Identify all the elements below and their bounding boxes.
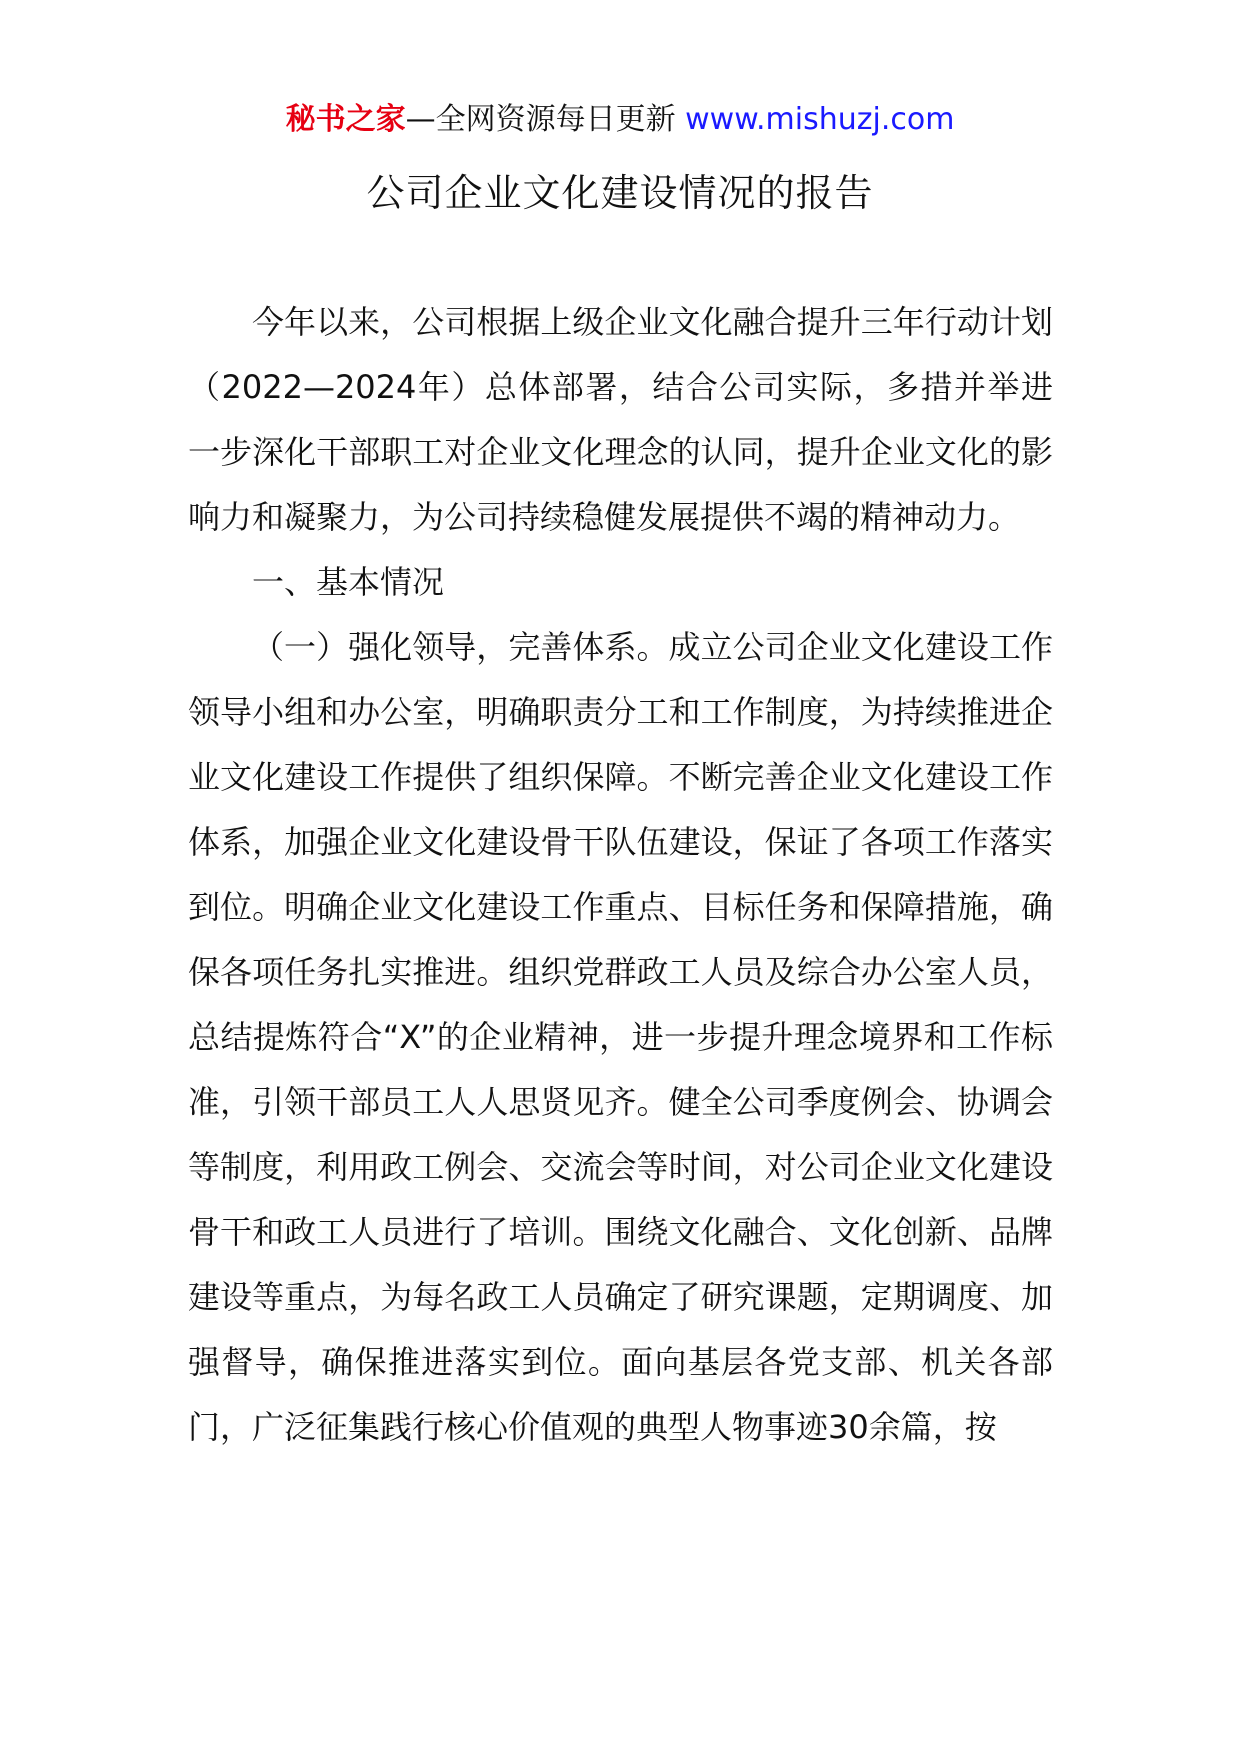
site-url-link[interactable]: www.mishuzj.com bbox=[685, 102, 955, 137]
intro-paragraph: 今年以来，公司根据上级企业文化融合提升三年行动计划（2022—2024年）总体部署，结合公司实际，多措并举进一步深化干部职工对企业文化理念的认同，提升企业文化的影响力和凝聚力，为公司持续稳健发展提供不竭的精神动力。 bbox=[188, 303, 1053, 536]
section-heading: 一、基本情况 bbox=[252, 563, 445, 601]
document-title: 公司企业文化建设情况的报告 bbox=[366, 171, 874, 215]
document-body bbox=[188, 290, 1053, 1460]
header-tagline: —全网资源每日更新 bbox=[405, 102, 686, 137]
brand-name: 秘书之家 bbox=[285, 102, 406, 137]
subsection-paragraph: （一）强化领导，完善体系。成立公司企业文化建设工作领导小组和办公室，明确职责分工和工作制度，为持续推进企业文化建设工作提供了组织保障。不断完善企业文化建设工作体系，加强企业文化建设骨干队伍建设，保证了各项工作落实到位。明确企业文化建设工作重点、目标任务和保障措施，确保各项任务扎实推进。组织党群政工人员及综合办公室人员，总结提炼符合“X”的企业精神，进一步提升理念境界和工作标准，引领干部员工人人思贤见齐。健全公司季度例会、协调会等制度，利用政工例会、交流会等时间，对公司企业文化建设骨干和政工人员进行了培训。围绕文化融合、文化创新、品牌建设等重点，为每名政工人员确定了研究课题，定期调度、加强督导，确保推进落实到位。面向基层各党支部、机关各部门，广泛征集践行核心价值观的典型人物事迹30余篇，按 bbox=[188, 628, 1053, 1446]
watermark-header bbox=[0, 100, 1240, 140]
